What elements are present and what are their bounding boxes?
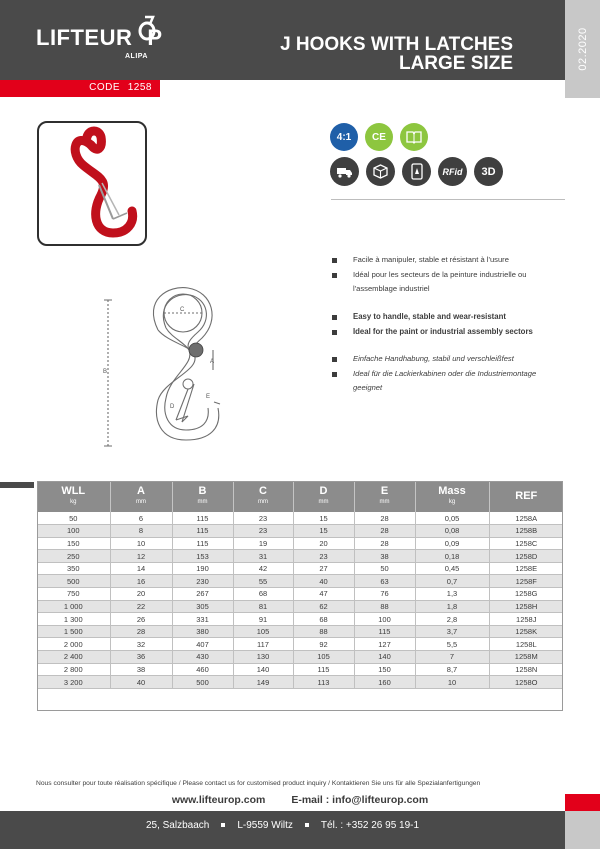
- mobile-app-icon: [402, 157, 431, 186]
- table-cell: 0,09: [415, 537, 489, 550]
- delivery-truck-icon: [330, 157, 359, 186]
- table-cell: 50: [354, 562, 415, 575]
- ratio-text: 4:1: [336, 131, 352, 143]
- table-cell: 430: [172, 651, 233, 664]
- table-cell: 113: [293, 676, 354, 689]
- table-cell: 10: [415, 676, 489, 689]
- table-cell: 150: [354, 663, 415, 676]
- specification-table: [37, 481, 563, 689]
- col-d: D mm: [293, 481, 354, 512]
- ce-text: CE: [372, 131, 386, 143]
- table-cell: 1258K: [489, 625, 563, 638]
- feature-item: Idéal pour les secteurs de la peinture industrielle ou l'assemblage industriel: [331, 268, 563, 297]
- address-street: 25, Salzbaach: [145, 820, 210, 831]
- certification-icons: [330, 123, 428, 151]
- table-cell: 81: [233, 600, 293, 613]
- feature-item: Einfache Handhabung, stabil und verschleißfest: [331, 352, 563, 367]
- table-cell: 12: [110, 550, 172, 563]
- col-b: B mm: [172, 481, 233, 512]
- table-cell: 105: [293, 651, 354, 664]
- table-cell: 100: [37, 525, 110, 538]
- table-cell: 1258J: [489, 613, 563, 626]
- table-cell: 500: [172, 676, 233, 689]
- table-row: [37, 651, 563, 664]
- table-cell: 105: [233, 625, 293, 638]
- dim-label-a: A: [210, 359, 215, 365]
- table-cell: 190: [172, 562, 233, 575]
- table-cell: 100: [354, 613, 415, 626]
- table-cell: 40: [293, 575, 354, 588]
- table-cell: 28: [110, 625, 172, 638]
- table-cell: 28: [354, 512, 415, 525]
- table-cell: 38: [110, 663, 172, 676]
- table-cell: 1258L: [489, 638, 563, 651]
- table-cell: 460: [172, 663, 233, 676]
- col-wll: WLL kg: [37, 481, 110, 512]
- table-cell: 1258D: [489, 550, 563, 563]
- table-cell: 1 500: [37, 625, 110, 638]
- 3d-model-icon: [474, 157, 503, 186]
- features-german: [331, 352, 563, 396]
- table-row: [37, 562, 563, 575]
- table-cell: 6: [110, 512, 172, 525]
- table-cell: 7: [415, 651, 489, 664]
- website-link[interactable]: www.lifteurop.com: [171, 794, 266, 806]
- table-cell: 88: [354, 600, 415, 613]
- table-cell: 22: [110, 600, 172, 613]
- table-cell: 2 400: [37, 651, 110, 664]
- table-cell: 1258C: [489, 537, 563, 550]
- table-row: [37, 600, 563, 613]
- table-row: [37, 512, 563, 525]
- table-cell: 380: [172, 625, 233, 638]
- service-icons: [330, 157, 503, 186]
- dim-label-b: B: [103, 369, 108, 375]
- table-cell: 55: [233, 575, 293, 588]
- table-cell: 36: [110, 651, 172, 664]
- table-cell: 250: [37, 550, 110, 563]
- table-cell: 1 000: [37, 600, 110, 613]
- footer-bar: [0, 811, 565, 849]
- table-cell: 23: [293, 550, 354, 563]
- table-cell: 3,7: [415, 625, 489, 638]
- table-cell: 68: [293, 613, 354, 626]
- table-cell: 150: [37, 537, 110, 550]
- title-line-1: J HOOKS WITH LATCHES: [280, 34, 513, 55]
- table-cell: 50: [37, 512, 110, 525]
- col-c: C mm: [233, 481, 293, 512]
- table-cell: 331: [172, 613, 233, 626]
- table-marker: [0, 482, 34, 488]
- footer-gray-block: [565, 811, 600, 849]
- table-cell: 127: [354, 638, 415, 651]
- col-e: E mm: [354, 481, 415, 512]
- footer-links: [0, 794, 600, 806]
- table-cell: 23: [233, 512, 293, 525]
- feature-item: Ideal für die Lackierkabinen oder die Industriemontage geeignet: [331, 367, 563, 396]
- ce-mark-icon: [365, 123, 393, 151]
- date-strip: [565, 0, 600, 98]
- table-cell: 1258M: [489, 651, 563, 664]
- table-row: [37, 550, 563, 563]
- table-cell: 1258G: [489, 588, 563, 601]
- table-cell: 40: [110, 676, 172, 689]
- brand-sub: ALIPA: [125, 53, 148, 60]
- table-cell: 1258A: [489, 512, 563, 525]
- table-cell: 32: [110, 638, 172, 651]
- table-cell: 0,08: [415, 525, 489, 538]
- table-cell: 160: [354, 676, 415, 689]
- table-cell: 26: [110, 613, 172, 626]
- table-cell: 130: [233, 651, 293, 664]
- table-cell: 1258F: [489, 575, 563, 588]
- table-cell: 68: [233, 588, 293, 601]
- table-cell: 1258E: [489, 562, 563, 575]
- table-cell: 38: [354, 550, 415, 563]
- table-cell: 15: [293, 525, 354, 538]
- table-cell: 0,7: [415, 575, 489, 588]
- table-row: [37, 537, 563, 550]
- col-a: A mm: [110, 481, 172, 512]
- table-cell: 1258B: [489, 525, 563, 538]
- table-cell: 28: [354, 525, 415, 538]
- product-photo: [37, 121, 147, 246]
- table-cell: 0,45: [415, 562, 489, 575]
- col-mass: Mass kg: [415, 481, 489, 512]
- table-cell: 1 300: [37, 613, 110, 626]
- table-cell: 8,7: [415, 663, 489, 676]
- table-cell: 1258O: [489, 676, 563, 689]
- table-cell: 140: [233, 663, 293, 676]
- table-cell: 149: [233, 676, 293, 689]
- table-cell: 28: [354, 537, 415, 550]
- table-cell: 76: [354, 588, 415, 601]
- table-row: [37, 613, 563, 626]
- table-cell: 0,05: [415, 512, 489, 525]
- feature-item: Facile à manipuler, stable et résistant à l'usure: [331, 253, 563, 268]
- table-row: [37, 676, 563, 689]
- manual-book-icon: [400, 123, 428, 151]
- table-cell: 10: [110, 537, 172, 550]
- table-cell: 23: [233, 525, 293, 538]
- page-title: [280, 35, 513, 73]
- email-link[interactable]: E-mail : info@lifteurop.com: [291, 794, 429, 806]
- table-cell: 20: [293, 537, 354, 550]
- table-row: [37, 525, 563, 538]
- brand-name: LIFTEUR: [36, 25, 133, 50]
- table-cell: 1258H: [489, 600, 563, 613]
- table-row: [37, 575, 563, 588]
- feature-item: Easy to handle, stable and wear-resistant: [331, 310, 563, 325]
- table-cell: 115: [172, 537, 233, 550]
- table-cell: 92: [293, 638, 354, 651]
- table-cell: 350: [37, 562, 110, 575]
- table-cell: 47: [293, 588, 354, 601]
- table-cell: 62: [293, 600, 354, 613]
- table-cell: 0,18: [415, 550, 489, 563]
- phone-number: Tél. : +352 26 95 19-1: [320, 820, 420, 831]
- footer-accent: [565, 794, 600, 811]
- table-cell: 1,8: [415, 600, 489, 613]
- table-cell: 305: [172, 600, 233, 613]
- table-cell: 19: [233, 537, 293, 550]
- table-cell: 27: [293, 562, 354, 575]
- table-cell: 8: [110, 525, 172, 538]
- title-line-2: LARGE SIZE: [398, 53, 513, 74]
- table-cell: 1,3: [415, 588, 489, 601]
- table-cell: 230: [172, 575, 233, 588]
- red-hook-image: [39, 123, 145, 244]
- dim-label-c: C: [180, 307, 185, 313]
- dim-label-d: D: [170, 404, 175, 410]
- table-cell: 117: [233, 638, 293, 651]
- features-french: [331, 253, 563, 297]
- brand-name-tail: P: [147, 25, 163, 50]
- table-cell: 42: [233, 562, 293, 575]
- table-cell: 115: [172, 525, 233, 538]
- table-cell: 2 800: [37, 663, 110, 676]
- rfid-text: RFid: [442, 166, 463, 177]
- code-bar: [0, 80, 160, 97]
- table-cell: 140: [354, 651, 415, 664]
- table-cell: 153: [172, 550, 233, 563]
- table-cell: 20: [110, 588, 172, 601]
- table-cell: 15: [293, 512, 354, 525]
- table-cell: 1258N: [489, 663, 563, 676]
- footer-note: Nous consulter pour toute réalisation spécifique / Please contact us for customised product inquiry / Kontaktieren Sie uns für alle Spezialanfertigungen: [36, 780, 481, 787]
- table-cell: 2,8: [415, 613, 489, 626]
- feature-item: Ideal for the paint or industrial assembly sectors: [331, 325, 563, 340]
- 3d-text: 3D: [481, 165, 496, 178]
- table-row: [37, 588, 563, 601]
- table-cell: 267: [172, 588, 233, 601]
- table-cell: 14: [110, 562, 172, 575]
- table-cell: 5,5: [415, 638, 489, 651]
- table-cell: 115: [293, 663, 354, 676]
- table-row: [37, 663, 563, 676]
- table-cell: 31: [233, 550, 293, 563]
- table-header-row: [37, 481, 563, 512]
- table-cell: 16: [110, 575, 172, 588]
- table-cell: 88: [293, 625, 354, 638]
- table-cell: 115: [172, 512, 233, 525]
- table-cell: 115: [354, 625, 415, 638]
- table-cell: 3 200: [37, 676, 110, 689]
- table-cell: 91: [233, 613, 293, 626]
- header-bar: [0, 0, 565, 80]
- hook-dimension-diagram: [98, 280, 258, 450]
- dim-label-e: E: [206, 394, 211, 400]
- features-english: [331, 310, 563, 339]
- package-box-icon: [366, 157, 395, 186]
- table-cell: 500: [37, 575, 110, 588]
- address-line: [0, 820, 565, 831]
- code-number: 1258: [127, 82, 152, 93]
- logo-hook-icon: [137, 15, 157, 41]
- table-cell: 2 000: [37, 638, 110, 651]
- rfid-icon: [438, 157, 467, 186]
- col-ref: REF: [489, 481, 563, 512]
- table-cell: 750: [37, 588, 110, 601]
- table-row: [37, 625, 563, 638]
- ratio-4-1-icon: [330, 123, 358, 151]
- code-label: CODE: [89, 82, 120, 93]
- table-cell: 63: [354, 575, 415, 588]
- divider: [331, 199, 565, 200]
- address-city: L-9559 Wiltz: [237, 820, 293, 831]
- table-cell: 407: [172, 638, 233, 651]
- table-row: [37, 638, 563, 651]
- doc-date: 02.2020: [576, 27, 589, 71]
